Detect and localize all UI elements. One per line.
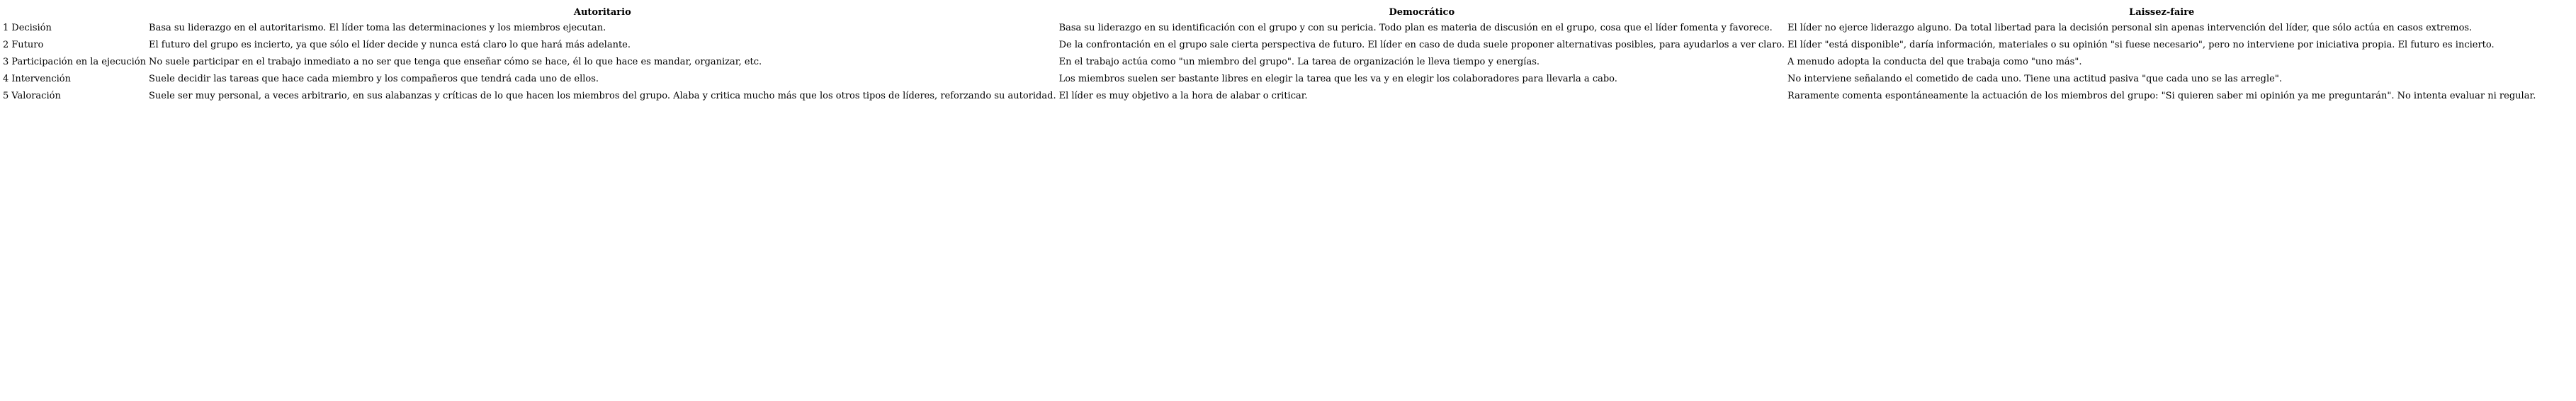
cell-democratico: El líder es muy objetivo a la hora de alabar o criticar. [1058,91,1308,101]
row-label: Decisión [11,23,52,33]
table-row [1,20,2537,37]
header-aspect [10,6,147,20]
row-label: Futuro [11,40,44,50]
table-header-row [1,6,2537,20]
row-number: 3 [3,57,9,67]
row-label: Participación en la ejecución [11,57,147,67]
cell-laissez-faire: El líder "está disponible", daría información, materiales o su opinión "si fuese necesario", pero no interviene por iniciativa propia. El futuro es incierto. [1787,40,2495,50]
row-number: 1 [3,23,9,33]
cell-laissez-faire: Raramente comenta espontáneamente la actuación de los miembros del grupo: "Si quieren saber mi opinión ya me preguntarán". No intenta evaluar ni regular. [1787,91,2536,101]
cell-autoritario: Basa su liderazgo en el autoritarismo. El líder toma las determinaciones y los miembros ejecutan. [149,23,606,33]
leadership-styles-table [1,6,2537,105]
table-row [1,54,2537,71]
row-label: Valoración [11,91,61,101]
cell-laissez-faire: A menudo adopta la conducta del que trabaja como "uno más". [1787,57,2082,67]
cell-autoritario: El futuro del grupo es incierto, ya que sólo el líder decide y nunca está claro lo que hará más adelante. [149,40,631,50]
cell-democratico: Los miembros suelen ser bastante libres en elegir la tarea que les va y en elegir los colaboradores para llevarla a cabo. [1058,74,1617,84]
table-row [1,71,2537,88]
cell-autoritario: No suele participar en el trabajo inmediato a no ser que tenga que enseñar cómo se hace, él lo que hace es mandar, organizar, etc. [149,57,762,67]
cell-laissez-faire: No interviene señalando el cometido de cada uno. Tiene una actitud pasiva "que cada uno se las arregle". [1787,74,2282,84]
cell-laissez-faire: El líder no ejerce liderazgo alguno. Da total libertad para la decisión personal sin apenas intervención del líder, que sólo actúa en casos extremos. [1787,23,2473,33]
row-number: 2 [3,40,9,50]
header-number [1,6,10,20]
row-label: Intervención [11,74,71,84]
header-autoritario: Autoritario [573,7,631,18]
header-laissez-faire: Laissez-faire [2129,7,2195,18]
cell-autoritario: Suele decidir las tareas que hace cada miembro y los compañeros que tendrá cada uno de ellos. [149,74,599,84]
cell-autoritario: Suele ser muy personal, a veces arbitrario, en sus alabanzas y críticas de lo que hacen los miembros del grupo. Alaba y critica mucho más que los otros tipos de líderes, reforzando su autoridad. [149,91,1056,101]
row-number: 4 [3,74,9,84]
cell-democratico: En el trabajo actúa como "un miembro del grupo". La tarea de organización le lleva tiempo y energías. [1058,57,1540,67]
header-democratico: Democrático [1389,7,1455,18]
table-row [1,37,2537,54]
leadership-styles-table-container [1,6,2537,105]
table-row [1,88,2537,105]
cell-democratico: Basa su liderazgo en su identificación con el grupo y con su pericia. Todo plan es materia de discusión en el grupo, cosa que el líder fomenta y favorece. [1058,23,1773,33]
row-number: 5 [3,91,9,101]
cell-democratico: De la confrontación en el grupo sale cierta perspectiva de futuro. El líder en caso de duda suele proponer alternativas posibles, para ayudarlos a ver claro. [1058,40,1785,50]
